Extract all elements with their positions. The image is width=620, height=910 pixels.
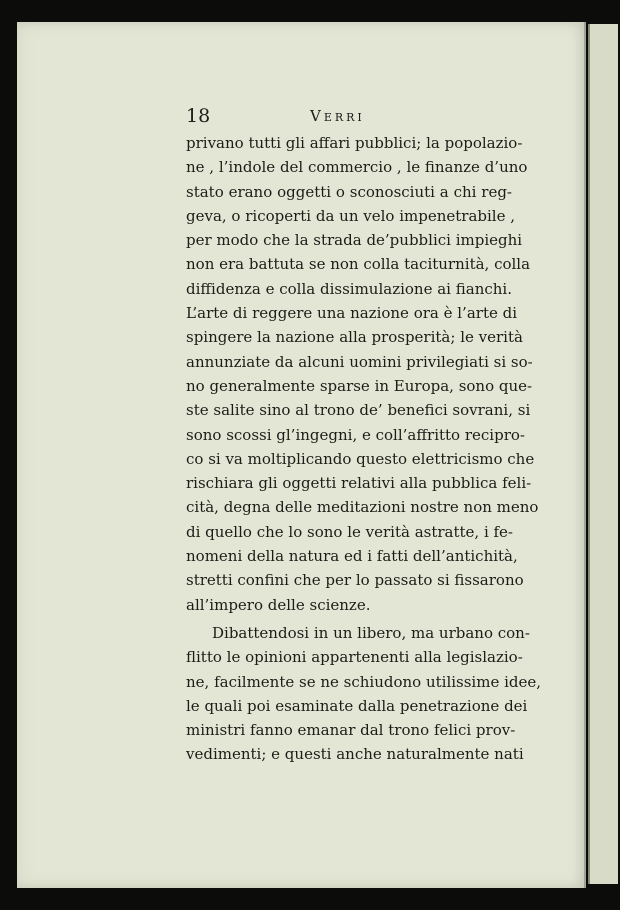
gutter-shadow — [584, 22, 590, 888]
text-line: nomeni della natura ed i fatti dell’antichità, — [186, 547, 518, 566]
paragraph-2 — [186, 621, 542, 767]
text-line: stato erano oggetti o sconosciuti a chi reg- — [186, 182, 512, 201]
text-line: co si va moltiplicando questo elettricismo che — [186, 449, 535, 468]
running-head: Verri — [310, 107, 365, 125]
facing-page-edge — [588, 24, 618, 884]
text-line: rischiara gli oggetti relativi alla pubblica feli- — [186, 474, 532, 493]
text-line: privano tutti gli affari pubblici; la popolazio- — [186, 134, 523, 152]
text-line: all’impero delle scienze. — [186, 595, 371, 614]
text-line: ministri fanno emanar dal trono felici prov- — [186, 721, 516, 740]
text-line: di quello che lo sono le verità astratte, i fe- — [186, 522, 514, 541]
text-line: Dibattendosi in un libero, ma urbano con- — [212, 623, 530, 642]
page-header — [186, 104, 512, 128]
text-line: ne , l’indole del commercio , le finanze d’uno — [186, 158, 528, 177]
body-text — [186, 131, 542, 767]
paragraph-1 — [186, 131, 539, 617]
text-line: spingere la nazione alla prosperità; le verità — [186, 328, 523, 347]
page-number: 18 — [186, 105, 211, 127]
text-line: sono scossi gl’ingegni, e coll’affritto recipro- — [186, 425, 525, 444]
text-line: le quali poi esaminate dalla penetrazione dei — [186, 696, 528, 715]
text-line: flitto le opinioni appartenenti alla legislazio- — [186, 648, 523, 667]
text-line: non era battuta se non colla taciturnità, colla — [186, 255, 531, 274]
text-line: annunziate da alcuni uomini privilegiati si so- — [186, 352, 533, 371]
text-line: vedimenti; e questi anche naturalmente nati — [186, 745, 524, 764]
text-line: no generalmente sparse in Europa, sono que- — [186, 376, 533, 395]
text-line: stretti confini che per lo passato si fissarono — [186, 571, 524, 590]
text-line: cità, degna delle meditazioni nostre non meno — [186, 498, 539, 517]
text-line: per modo che la strada de’pubblici impieghi — [186, 231, 523, 250]
text-line: ste salite sino al trono de’ benefici sovrani, si — [186, 401, 531, 420]
text-line: ne, facilmente se ne schiudono utilissime idee, — [186, 672, 542, 691]
text-line: L’arte di reggere una nazione ora è l’arte di — [186, 304, 518, 323]
text-line: diffidenza e colla dissimulazione ai fianchi. — [186, 279, 512, 298]
text-line: geva, o ricoperti da un velo impenetrabile , — [186, 206, 516, 225]
